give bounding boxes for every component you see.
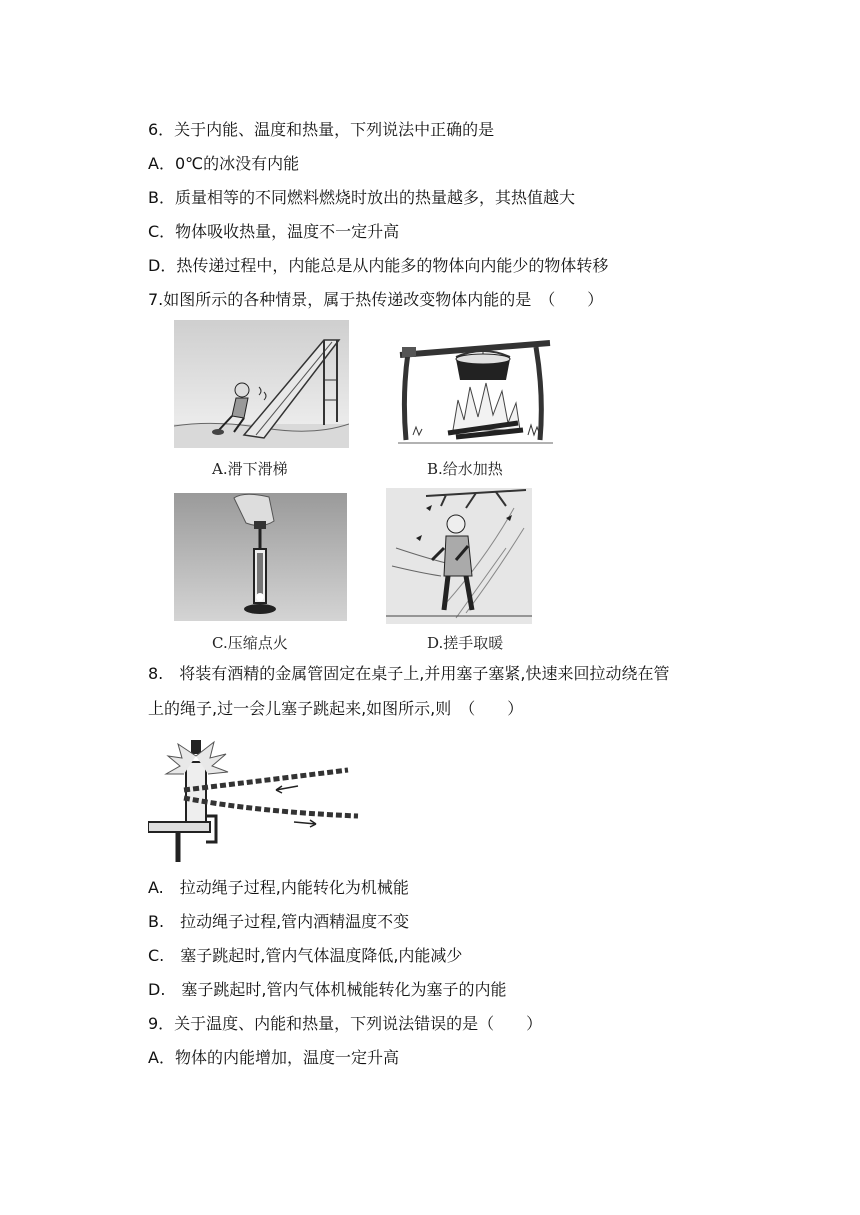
q6-stem: 6．关于内能、温度和热量，下列说法中正确的是 (148, 120, 495, 139)
figure-tube-rope (148, 730, 360, 865)
caption-a: A.滑下滑梯 (212, 460, 288, 478)
q6-option-b: B．质量相等的不同燃料燃烧时放出的热量越多，其热值越大 (148, 188, 575, 207)
q6-option-a: A．0℃的冰没有内能 (148, 154, 300, 173)
q8-stem-line2: 上的绳子,过一会儿塞子跳起来,如图所示,则 （ ） (148, 699, 524, 718)
q6-option-c: C．物体吸收热量，温度不一定升高 (148, 222, 400, 241)
q8-option-d: D. 塞子跳起时,管内气体机械能转化为塞子的内能 (148, 980, 507, 999)
caption-b: B.给水加热 (427, 460, 503, 478)
q8-option-a: A. 拉动绳子过程,内能转化为机械能 (148, 878, 409, 897)
figure-compression (174, 493, 347, 621)
q6-option-d: D．热传递过程中，内能总是从内能多的物体向内能少的物体转移 (148, 256, 609, 275)
caption-c: C.压缩点火 (212, 634, 288, 652)
q8-option-c: C. 塞子跳起时,管内气体温度降低,内能减少 (148, 946, 463, 965)
caption-d: D.搓手取暖 (427, 634, 504, 652)
q8-option-b: B. 拉动绳子过程,管内酒精温度不变 (148, 912, 410, 931)
figure-slide (174, 320, 349, 448)
figure-pot-fire (398, 325, 553, 448)
q9-stem: 9．关于温度、内能和热量，下列说法错误的是（ ） (148, 1014, 543, 1033)
q7-stem: 7.如图所示的各种情景，属于热传递改变物体内能的是 （ ） (148, 290, 604, 309)
figure-rub-hands (386, 488, 532, 624)
q8-stem-line1: 8. 将装有酒精的金属管固定在桌子上,并用塞子塞紧,快速来回拉动绕在管 (148, 664, 670, 683)
q9-option-a: A．物体的内能增加，温度一定升高 (148, 1048, 399, 1067)
